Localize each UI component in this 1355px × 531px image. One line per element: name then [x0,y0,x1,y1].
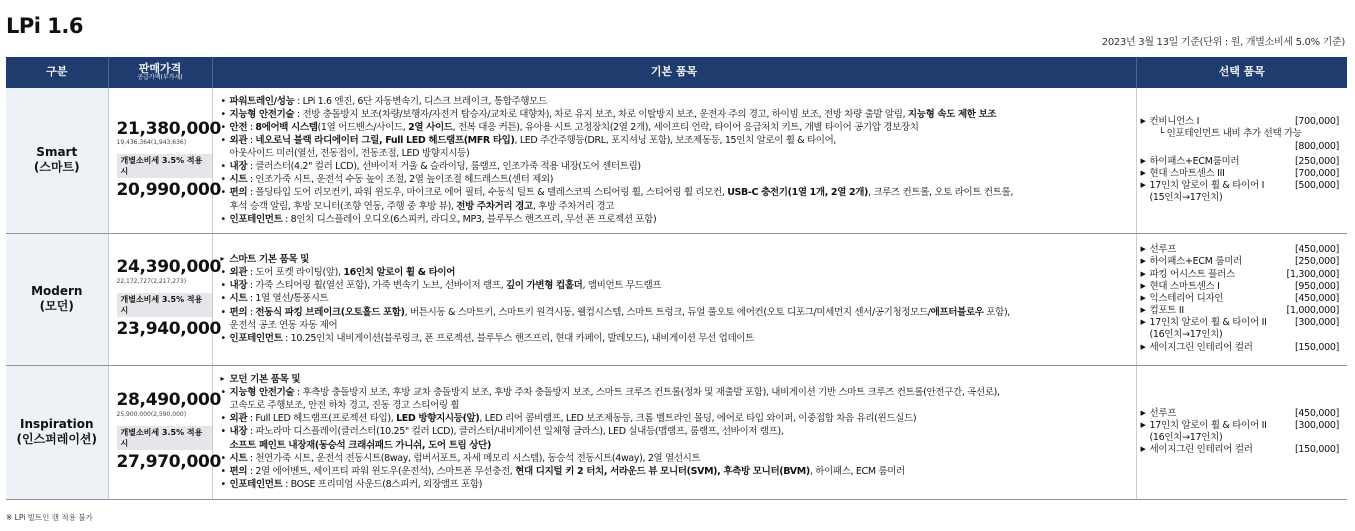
option-item [1141,256,1340,268]
basic-item [221,121,1130,134]
basic-item-key: 편의 [229,306,248,318]
basic-item-key: 지능형 속도 제한 보조 [907,108,997,120]
option-name: ▶ 하이패스+ECM 룸미러 [1141,256,1242,268]
option-price: [700,000] [1295,116,1339,128]
basic-item-key: 소프트 페인트 내장재(동승석 크래쉬패드 가니쉬, 도어 트림 상단) [229,439,491,451]
basic-item-key: 외관 [229,413,248,425]
basic-item-key: USB-C 충전기(1열 1개, 2열 2개) [727,187,869,199]
option-price: [1,000,000] [1286,305,1339,317]
option-note-text: └ 인포테인먼트 내비 추가 선택 가능 [1158,128,1302,140]
option-price: [250,000] [1295,256,1339,268]
header-options: 선택 품목 [1136,57,1347,88]
option-item [1141,281,1340,293]
option-name: ▶ 17인치 알로이 휠 & 타이어 II [1141,317,1267,329]
tax-badge: 개별소비세 3.5% 적용시 [117,426,212,450]
basic-item-key: 인포테인먼트 [229,332,283,344]
sale-price: 28,490,000 [116,390,222,411]
option-price: [450,000] [1295,244,1339,256]
option-row [1141,281,1340,293]
tax-price: 23,940,000 [116,319,222,339]
basic-item-text: : 가죽 스티어링 휠(열선 포함), 가죽 변속기 노브, 선바이저 램프, [247,280,506,292]
option-row [1141,293,1340,305]
option-row [1141,156,1340,168]
option-item [1141,269,1340,281]
option-name: ▶ 세이지그린 인테리어 컬러 [1141,444,1253,456]
trim-name-en: Inspiration [19,417,94,431]
basic-item-key: 전동식 파킹 브레이크(오토홀드 포함) [255,306,405,318]
basic-item-key: 편의 [229,465,248,477]
option-price: [950,000] [1295,280,1339,292]
basic-item-key: 인포테인먼트 [229,213,283,225]
option-name: ▶ 17인치 알로이 휠 & 타이어 I [1141,180,1265,192]
option-price: [450,000] [1295,407,1339,419]
supply-price: 25,900,000(2,590,000) [116,411,187,418]
basic-item [221,292,1130,305]
basic-item-text: : [247,306,256,318]
basic-item-text: : 폴딩타입 도어 리모컨키, 파워 윈도우, 마이크로 에어 필터, 수동식 틸트 & 텔레스코픽 스티어링 휠, 스티어링 휠 리모컨, [247,187,728,199]
header-basic-items: 기본 품목 [212,57,1136,88]
header-price-sub: 공급가액(부가세) [137,74,183,82]
basic-item-text: : 8인치 디스플레이 오디오(6스피커, 라디오, MP3, 블루투스 핸즈프리, 무선 폰 프로젝션 포함) [282,213,657,225]
option-row [1141,256,1340,268]
basic-item-key: 시트 [229,293,248,305]
table-row [6,365,1347,499]
options-cell [1136,88,1347,233]
basic-item-text: : 파노라마 디스플레이(클러스터(10.25" 컬러 LCD), 클러스터/내비게이션 일체형 글라스), LED 실내등(맵램프, 룸램프, 선바이저 램프), [247,426,784,438]
option-note: (15인치→17인치) [1149,192,1223,204]
trim-name-en: Smart [36,145,78,160]
basic-items-head [221,253,1130,266]
header-price [108,57,212,88]
option-row [1141,305,1340,317]
basic-item [221,425,1130,451]
basic-item-key: 내장 [229,426,248,438]
basic-item [221,306,1130,332]
basic-item [221,478,1130,491]
basic-item-key: 편의 [229,187,248,199]
basic-item-key: 외관 [229,267,248,279]
basic-item [221,173,1130,186]
option-price: [1,300,000] [1286,268,1339,280]
basic-item-text: : [247,135,256,147]
basic-item-key: LED 방향지시등(앞) [396,413,480,425]
option-row [1141,168,1340,180]
table-row [6,233,1347,365]
basic-item-key: 지능형 안전기술 [229,108,295,120]
option-note: (16인치→17인치) [1149,329,1223,341]
option-name: ▶ 익스테리어 디자인 [1141,293,1224,305]
basic-items-cell [212,233,1136,365]
basic-item-continuation [230,200,1130,213]
option-price: [150,000] [1295,444,1339,456]
basic-item [221,386,1130,412]
basic-item-text: : 2열 에어벤트, 세이프티 파워 윈도우(운전석), 스마트폰 무선충전, [247,465,516,477]
tax-price: 27,970,000 [116,452,222,472]
basic-item-key: 파워트레인/성능 [229,95,295,107]
option-price: [150,000] [1295,341,1339,353]
price-basis-note: 2023년 3월 13일 기준(단위 : 원, 개별소비세 5.0% 기준) [1101,37,1345,48]
option-item [1141,317,1340,341]
header-price-main: 판매가격 [138,61,182,75]
basic-item-continuation [230,439,1130,452]
trim-cell [6,88,108,233]
options-cell [1136,233,1347,365]
basic-head-text: 스마트 기본 품목 및 [229,254,309,266]
tax-price: 20,990,000 [116,180,222,201]
option-name: ▶ 현대 스마트센스 I [1141,281,1220,293]
option-price: [250,000] [1295,155,1339,167]
basic-item-text: , LED 리어 콤비램프, LED 보조제동등, 크롬 벨트라인 몰딩, 에어로 타입 와이퍼, 이중접합 차음 유리(윈드실드) [479,413,917,425]
option-row [1141,420,1340,432]
basic-item-text: : 클러스터(4.2" 컬러 LCD), 선바이저 거울 & 슬라이딩, 룸램프, 인조가죽 적용 내장(도어 센터트림) [247,161,641,173]
basic-item-key: 지능형 안전기술 [229,387,295,399]
basic-item-key: 인포테인먼트 [229,478,283,490]
basic-item-text: : [247,121,256,133]
basic-item [221,213,1130,226]
options-cell [1136,365,1347,499]
option-item [1141,444,1340,456]
basic-item-text: , 하이패스, ECM 룸미러 [809,465,905,477]
basic-items-list [221,253,1130,345]
basic-items-list [221,95,1130,226]
basic-head-text: 모던 기본 품목 및 [229,374,301,385]
basic-item-text: : 전방 충돌방지 보조(차량/보행자/자전거 탑승자/교차로 대향차), 차로 유지 보조, 차로 이탈방지 보조, 운전자 주의 경고, 하이빔 보조, 전방 차량 출발 알림, [294,108,908,120]
option-item [1141,116,1340,152]
trim-name-kr: (모던) [39,299,74,313]
trim-name-en: Modern [31,284,83,298]
supply-price: 22,172,727(2,217,273) [116,278,187,285]
footnote: ※ LPi 빌트인 캠 적용 불가 [6,513,93,522]
table-header-row [6,57,1347,88]
basic-item [221,279,1130,292]
option-row [1141,244,1340,256]
price-cell [108,88,222,233]
basic-item-continuation [230,399,1130,412]
basic-item-key: 현대 디지털 키 2 터치, 서라운드 뷰 모니터(SVM), 후측방 모니터(BVM) [515,465,810,477]
basic-item-continuation [230,319,1130,332]
basic-item-text: : LPi 1.6 엔진, 6단 자동변속기, 디스크 브레이크, 통합주행모드 [294,95,547,107]
option-row [1141,269,1340,281]
option-row [1141,342,1340,354]
basic-item-text: 아웃사이드 미러(열선, 전동접이, 전동조절, LED 방향지시등) [229,148,470,160]
trim-name-kr: (인스퍼레이션) [16,432,98,446]
option-row [1141,116,1340,128]
option-item [1141,305,1340,317]
basic-item [221,412,1130,425]
sale-price: 21,380,000 [116,118,222,139]
option-row [1141,408,1340,420]
basic-item [221,266,1130,279]
basic-item-key: 외관 [229,135,248,147]
option-price: [700,000] [1295,167,1339,179]
basic-item-text: 운전석 공조 연동 자동 제어 [229,319,338,331]
basic-item-key: 시트 [229,174,248,186]
basic-item-text: , 전복 대응 커튼), 유아용 시트 고정장치(2열 2개), 세이프티 언락, 타이어 응급처치 키트, 개별 타이어 공기압 경보장치 [452,121,919,133]
option-name: ▶ 컴포트 II [1141,305,1184,317]
option-row [1141,180,1340,192]
basic-item-text: : 인조가죽 시트, 운전석 수동 높이 조절, 2열 높이조절 헤드레스트(센터 제외) [247,174,554,186]
option-name: ▶ 현대 스마트센스 III [1141,168,1225,180]
basic-item-text: : 1열 열선/통풍시트 [247,293,329,305]
basic-item-continuation [230,147,1130,160]
supply-price: 19,436,364(1,943,636) [116,139,187,147]
basic-item-text: (1열 어드밴스/사이드, [317,121,409,133]
option-item [1141,408,1340,420]
basic-item-text: , 앰비언트 무드램프 [582,280,662,292]
basic-item-text: : BOSE 프리미엄 사운드(8스피커, 외장앰프 포함) [282,478,483,490]
basic-item-key: 2열 사이드 [408,121,453,133]
tax-badge: 개별소비세 3.5% 적용시 [117,154,212,178]
basic-item-text: : 후측방 충돌방지 보조, 후방 교차 충돌방지 보조, 후방 주차 충돌방지 보조, 스마트 크루즈 컨트롤(정차 및 재출발 포함), 내비게이션 기반 스마트 크루즈 컨트롤(안전구간, 곡선로), [294,387,1000,399]
basic-item-key: 안전 [229,121,248,133]
option-name: ▶ 세이지그린 인테리어 컬러 [1141,342,1253,354]
basic-item [221,134,1130,160]
basic-item-text: : Full LED 헤드램프(프로젝션 타입), [247,413,397,425]
basic-item-key: 내장 [229,280,248,292]
price-table [6,57,1347,500]
table-row [6,88,1347,233]
option-name: ▶ 17인치 알로이 휠 & 타이어 II [1141,420,1267,432]
basic-item-key: 전방 주차거리 경고 [456,200,533,212]
option-item [1141,156,1340,168]
option-note: (16인치→17인치) [1149,432,1223,443]
basic-item-text: 고속도로 주행보조, 안전 하차 경고, 진동 경고 스티어링 휠 [229,400,460,412]
option-note-price-row [1141,141,1340,153]
basic-item [221,95,1130,108]
basic-item-text: : 도어 포켓 라이팅(앞), [247,267,344,279]
basic-item [221,465,1130,478]
option-item [1141,420,1340,444]
trim-cell [6,233,108,365]
basic-item-text: , LED 주간주행등(DRL, 포지셔닝 포함), 보조제동등, 15인치 알로이 휠 & 타이어, [514,135,837,147]
basic-item-key: 애프터블로우 [930,306,984,318]
basic-items-list [221,373,1130,491]
basic-item-key: 16인치 알로이 휠 & 타이어 [343,267,456,279]
page-title: LPi 1.6 [6,14,83,38]
basic-item-text: 포함), [983,306,1010,318]
basic-item [221,332,1130,345]
option-price: [450,000] [1295,292,1339,304]
basic-item-text: : 천연가죽 시트, 운전석 전동시트(8way, 럼버서포트, 자세 메모리 시스템), 동승석 전동시트(4way), 2열 열선시트 [247,452,701,464]
option-row [1141,317,1340,329]
basic-item-key: 깊이 가변형 컵홀더 [505,280,583,292]
basic-item-text: , 후방 주차거리 경고 [532,200,615,212]
option-name: ▶ 컨비니언스 I [1141,116,1200,128]
option-name: ▶ 선루프 [1141,244,1177,256]
sale-price: 24,390,000 [116,257,222,278]
option-row [1141,444,1340,456]
basic-item-key: 내장 [229,161,248,173]
tax-badge: 개별소비세 3.5% 적용시 [117,293,212,317]
basic-item [221,108,1130,121]
price-cell [108,233,222,365]
option-item [1141,244,1340,256]
basic-items-cell [212,88,1136,233]
basic-item-text: : 10.25인치 내비게이션(블루링크, 폰 프로젝션, 블루투스 핸즈프리, 현대 카페이, 발레모드), 내비게이션 무선 업데이트 [282,332,754,344]
basic-items-cell [212,365,1136,499]
basic-item-text: 후석 승객 알림, 후방 모니터(조향 연동, 주행 중 후방 뷰), [229,200,457,212]
basic-item [221,160,1130,173]
option-price: [300,000] [1295,317,1339,329]
option-price: [500,000] [1295,179,1339,191]
option-note [1141,128,1340,140]
option-price: [300,000] [1295,419,1339,431]
price-cell [108,365,222,499]
option-item [1141,342,1340,354]
basic-item-text: , 버튼시동 & 스마트키, 스마트키 원격시동, 웰컴시스템, 스마트 트렁크, 듀얼 풀오토 에어컨(오토 디포그/미세먼지 센서/공기청정모드/ [404,306,931,318]
basic-item-key: 8에어백 시스템 [255,121,318,133]
basic-item-text: , 크루즈 컨트롤, 오토 라이트 컨트롤, [868,187,1013,199]
header-trim: 구분 [6,57,108,88]
basic-items-head [221,373,1130,386]
basic-item-key: 시트 [229,452,248,464]
basic-item-key: 네오로닉 블랙 라디에이터 그릴, Full LED 헤드램프(MFR 타입) [255,135,515,147]
option-note-price: [800,000] [1295,140,1339,152]
trim-name-kr: (스마트) [33,160,80,175]
option-item [1141,168,1340,180]
basic-item [221,452,1130,465]
basic-item [221,186,1130,212]
option-name: ▶ 선루프 [1141,408,1177,420]
option-item [1141,180,1340,204]
option-name: ▶ 하이패스+ECM룸미러 [1141,156,1240,168]
trim-cell [6,365,108,499]
option-name: ▶ 파킹 어시스트 플러스 [1141,269,1235,281]
option-item [1141,293,1340,305]
